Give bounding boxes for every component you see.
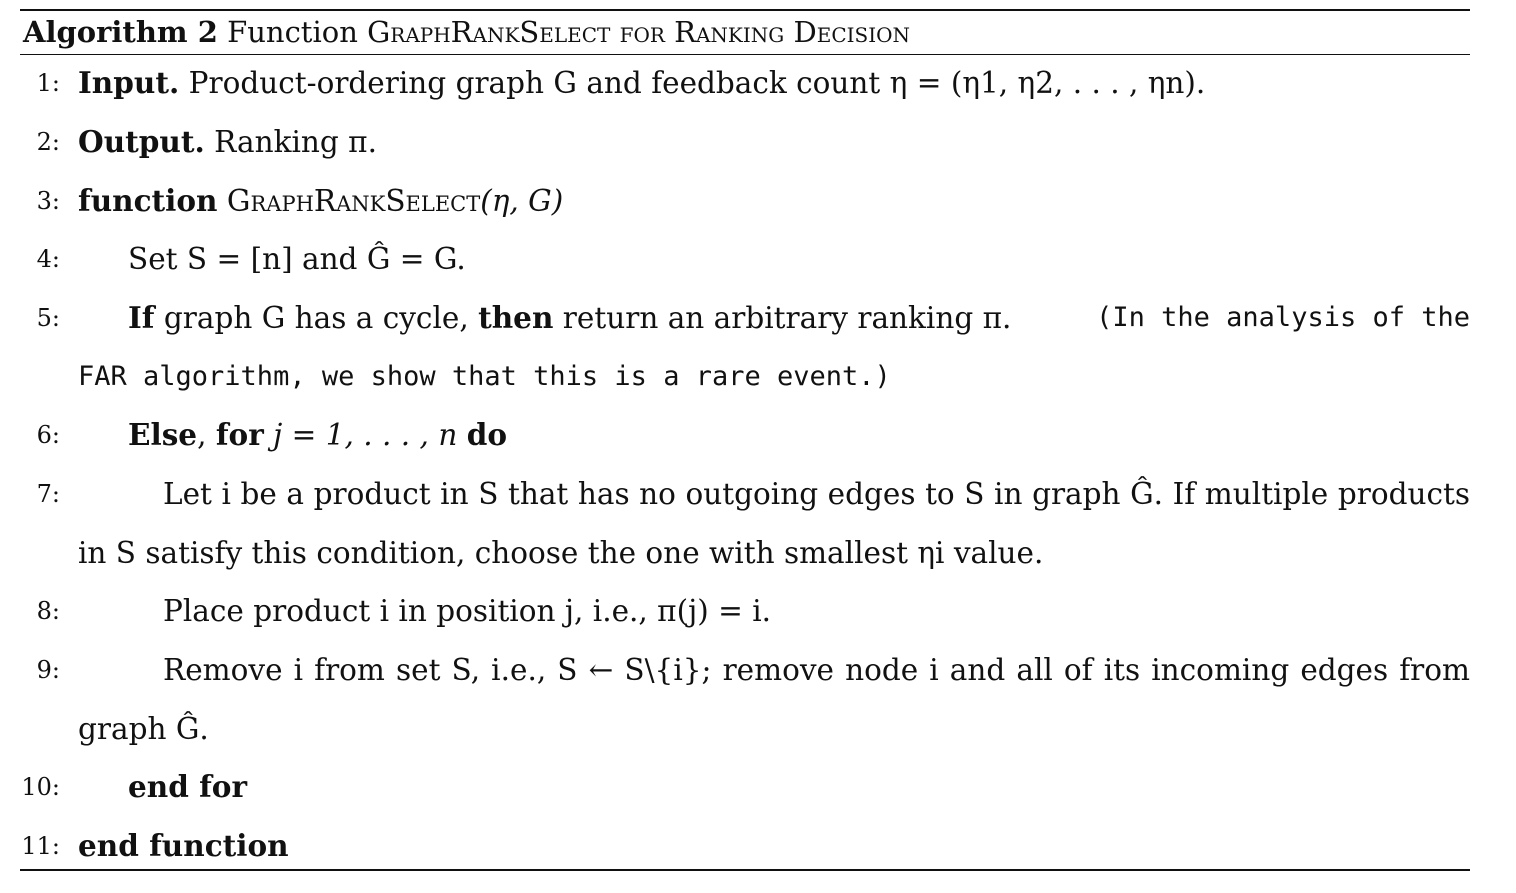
then-text: return an arbitrary ranking π. xyxy=(562,301,1012,335)
algorithm-block xyxy=(20,0,1470,893)
line-number: 8: xyxy=(36,597,60,625)
line-number: 11: xyxy=(21,832,60,860)
line-text xyxy=(163,650,1470,690)
line-number: 3: xyxy=(36,187,60,215)
line-text: Set S = [n] and Ĝ = G. xyxy=(128,242,466,276)
input-keyword: Input. xyxy=(78,65,180,100)
line-content: Else, for j = 1, . . . , n do xyxy=(128,417,508,452)
function-args: (η, G) xyxy=(480,184,564,218)
line-content xyxy=(128,298,1470,338)
line-text xyxy=(163,474,1470,514)
line-number: 4: xyxy=(36,245,60,273)
loop-range: j = 1, . . . , n xyxy=(273,418,458,452)
line-text-part: Let i be a product in S that has no outgoing edges to S in graph Ĝ. If multiple products xyxy=(163,477,1470,511)
if-keyword: If xyxy=(128,300,155,335)
do-keyword: do xyxy=(466,417,508,452)
output-text: Ranking π. xyxy=(214,125,377,159)
line-number: 1: xyxy=(36,69,60,97)
comment-continuation: FAR algorithm, we show that this is a rare event.) xyxy=(78,361,891,392)
comment-text: (In the analysis of the xyxy=(1096,302,1470,333)
line-text: Place product i in position j, i.e., π(j) = i. xyxy=(163,594,772,628)
line-content xyxy=(78,122,377,162)
line-content xyxy=(78,181,563,221)
line-number: 2: xyxy=(36,128,60,156)
end-function-keyword: end function xyxy=(78,828,289,863)
for-keyword: for xyxy=(215,417,264,452)
line-content xyxy=(78,63,1205,103)
algorithm-caption xyxy=(23,13,910,51)
then-keyword: then xyxy=(478,300,554,335)
caption-prefix: Function xyxy=(227,15,358,49)
function-name: GraphRankSelect xyxy=(226,184,481,218)
input-text: Product-ordering graph G and feedback count η = (η1, η2, . . . , ηn). xyxy=(188,66,1206,100)
line-number: 5: xyxy=(36,304,60,332)
line-number: 9: xyxy=(36,656,60,684)
output-keyword: Output. xyxy=(78,124,205,159)
line-text-part: Remove i from set S, i.e., S ← S\{i}; remove node i and all of its incoming edges from xyxy=(163,653,1470,687)
top-rule xyxy=(20,9,1470,11)
caption-rule xyxy=(20,54,1470,55)
bottom-rule xyxy=(20,869,1470,871)
algorithm-label: Algorithm 2 xyxy=(23,15,218,49)
line-number: 6: xyxy=(36,421,60,449)
line-continuation: graph Ĝ. xyxy=(78,712,209,746)
line-number: 7: xyxy=(36,480,60,508)
end-for-keyword: end for xyxy=(128,769,248,804)
caption-name: GraphRankSelect for Ranking Decision xyxy=(367,15,911,49)
else-keyword: Else xyxy=(128,417,198,452)
line-number: 10: xyxy=(21,773,60,801)
function-keyword: function xyxy=(78,183,218,218)
line-continuation: in S satisfy this condition, choose the one with smallest ηi value. xyxy=(78,536,1044,570)
if-text: graph G has a cycle, xyxy=(163,301,469,335)
